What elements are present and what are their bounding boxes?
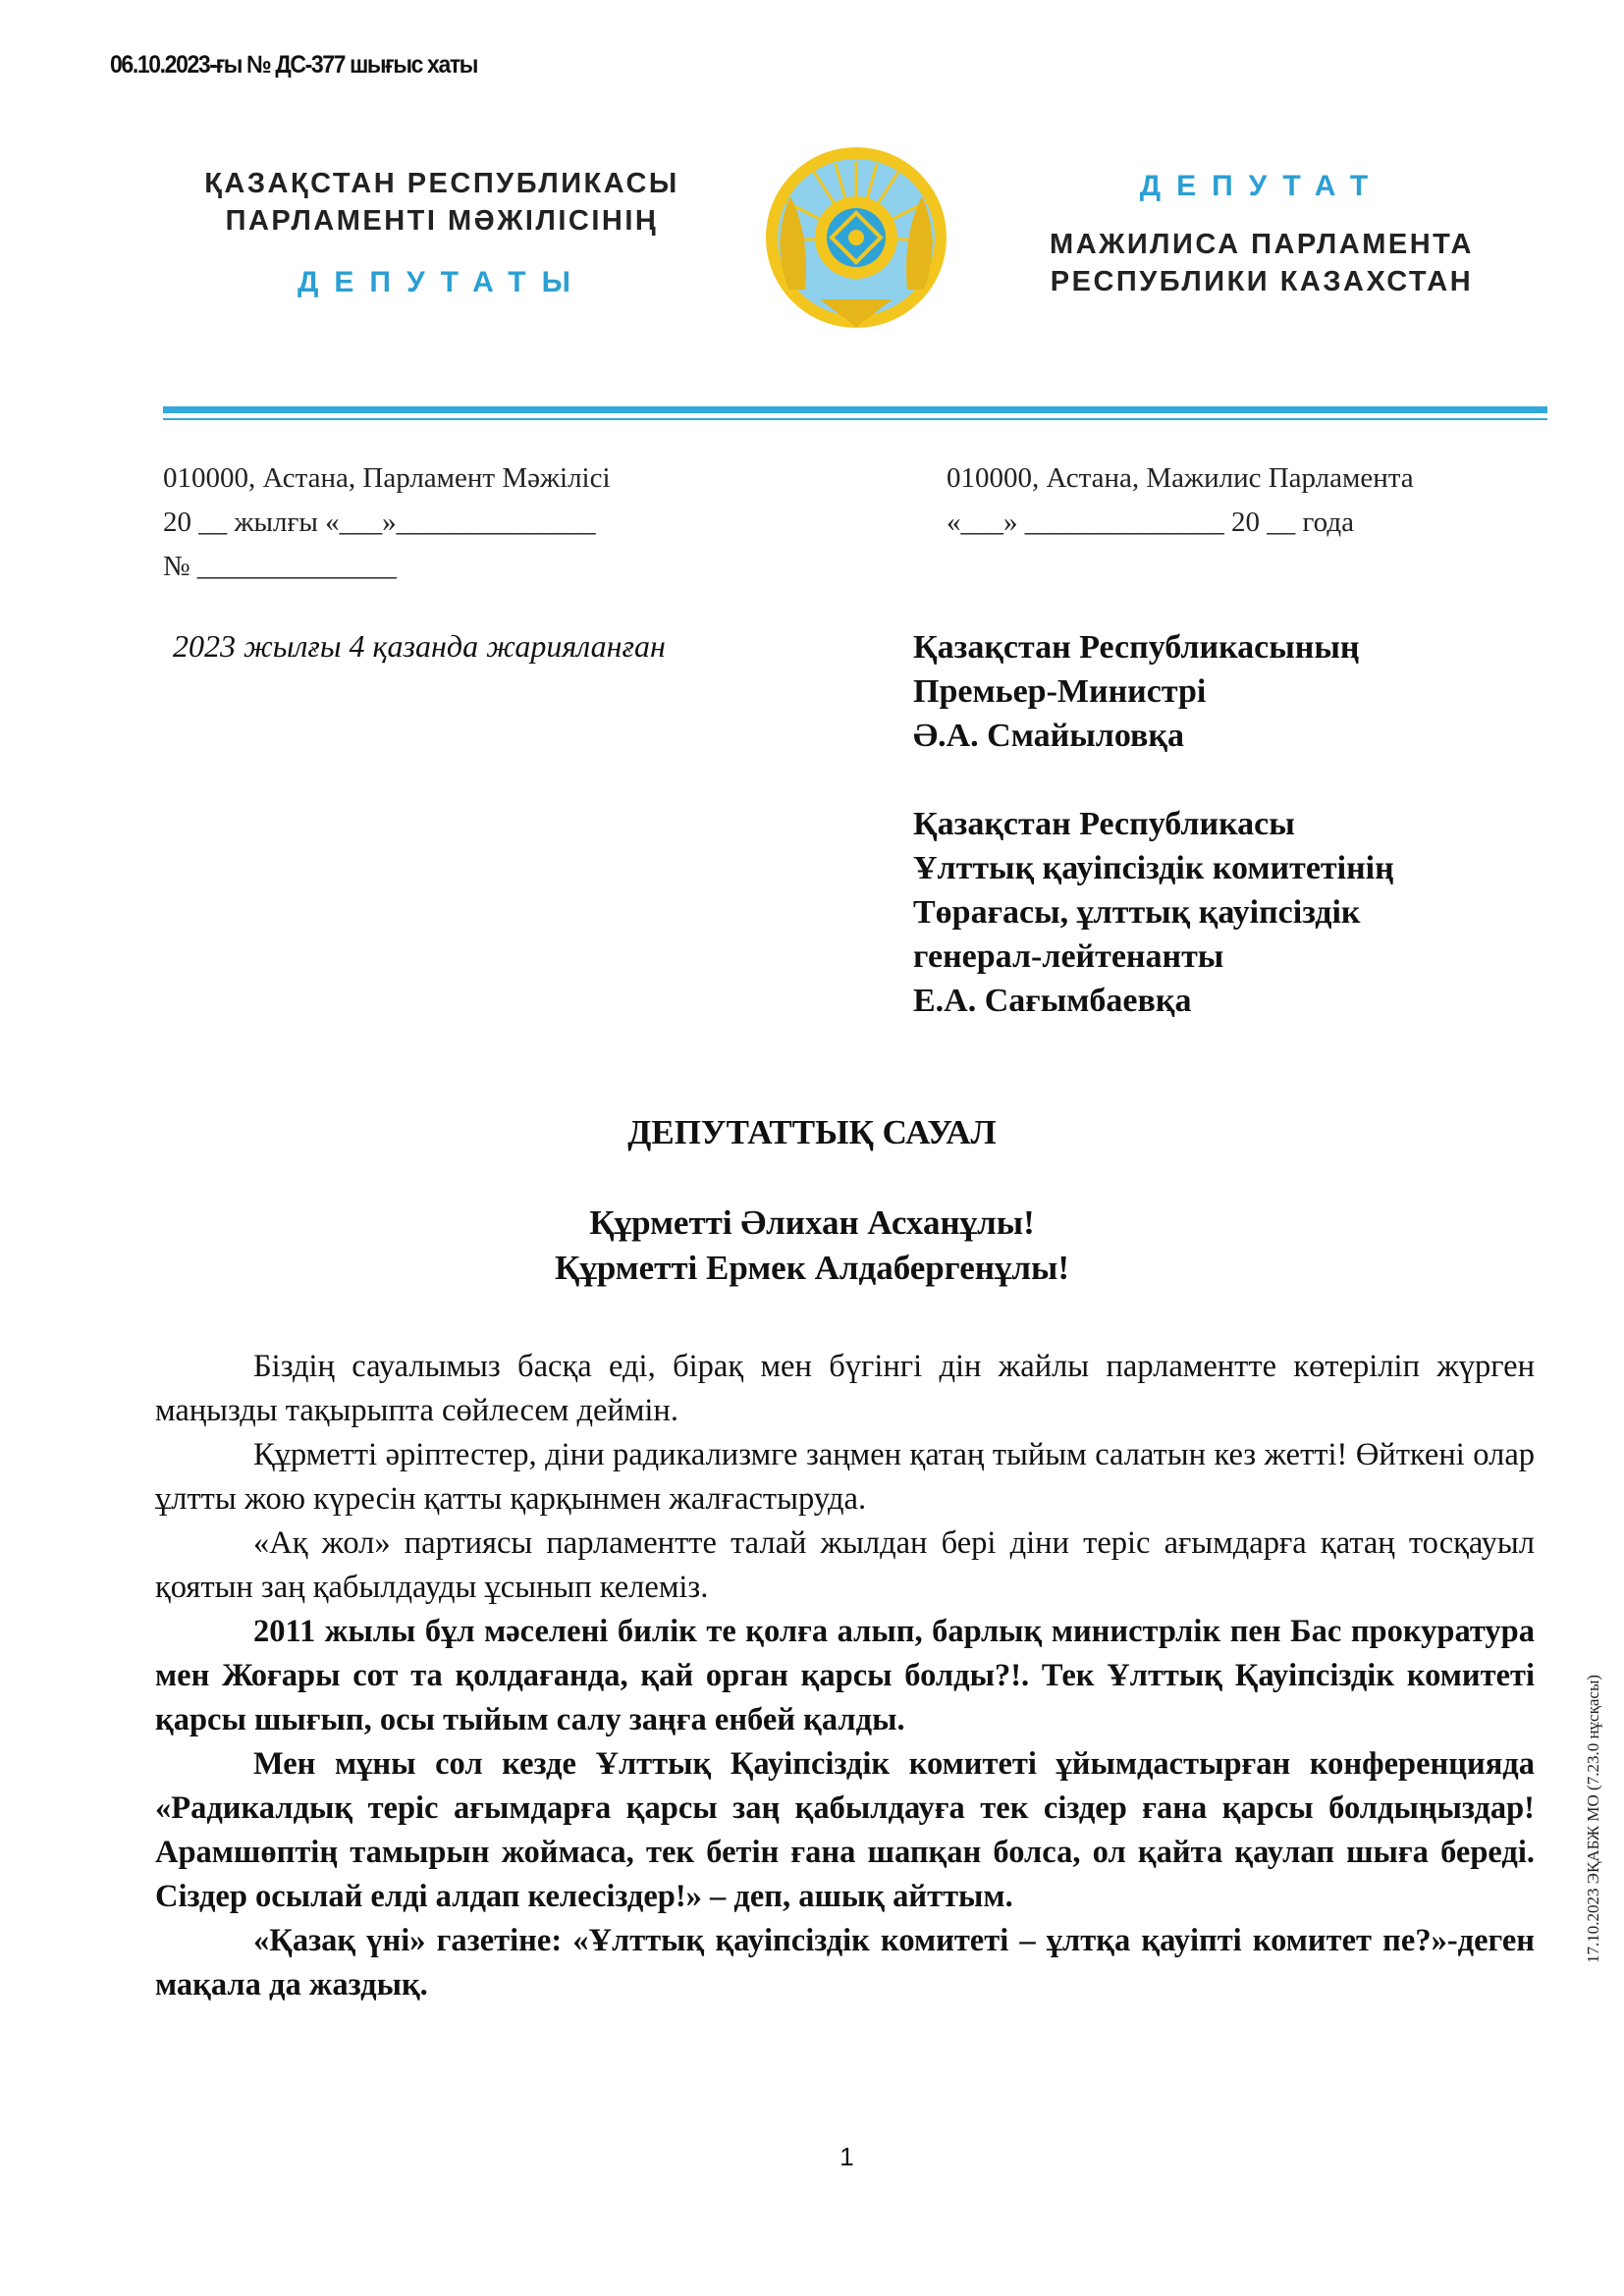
greeting-line2: Құрметті Ермек Алдабергенұлы! (554, 1249, 1070, 1287)
body-paragraph: «Ақ жол» партиясы парламентте талай жылдан бері діни теріс ағымдарға қатаң тосқауыл қоятын заң қабылдауды ұсынып келеміз. (155, 1525, 1535, 1605)
org-right-line2: РЕСПУБЛИКИ КАЗАХСТАН (1050, 266, 1474, 297)
address-left-line3: № ______________ (163, 551, 397, 582)
registration-stamp: 06.10.2023-ғы № ДС-377 шығыс хаты (110, 51, 478, 79)
greeting-line1: Құрметті Әлихан Асханұлы! (589, 1203, 1035, 1242)
address-right-line1: 010000, Астана, Мажилис Парламента (947, 462, 1414, 494)
recipient1-line2: Премьер-Министрі (913, 673, 1207, 710)
org-right-deputy: ДЕПУТАТ (1139, 170, 1384, 202)
recipient2-line1: Қазақстан Республикасы (913, 806, 1295, 842)
document-title: ДЕПУТАТТЫҚ САУАЛ (627, 1113, 997, 1151)
org-header-russian (1021, 165, 1502, 300)
body-paragraph-bold: 2011 жылы бұл мәселені билік те қолға алып, барлық министрлік пен Бас прокуратура мен Жоғары сот та қолдағанда, қай орган қарсы болды?!. Тек Ұлттық Қауіпсіздік комитеті қарсы шығып, осы тыйым салу заңға енбей қалды. (155, 1614, 1535, 1737)
recipients-block (913, 625, 1394, 1023)
address-block-kazakh (163, 456, 611, 589)
org-left-line1: ҚАЗАҚСТАН РЕСПУБЛИКАСЫ (204, 168, 679, 199)
address-left-line1: 010000, Астана, Парламент Мәжілісі (163, 462, 611, 494)
recipient2-line4: генерал-лейтенанты (913, 938, 1224, 975)
recipient2-line3: Төрағасы, ұлттық қауіпсіздік (913, 894, 1361, 931)
recipient2-line2: Ұлттық қауіпсіздік комитетінің (913, 850, 1394, 886)
org-left-line2: ПАРЛАМЕНТІ МӘЖІЛІСІНІҢ (225, 205, 659, 237)
org-right-line1: МАЖИЛИСА ПАРЛАМЕНТА (1050, 229, 1474, 260)
body-paragraph-bold: «Қазақ үні» газетіне: «Ұлттық қауіпсіздік комитеті – ұлтқа қауіпті комитет пе?»-деген мақала да жаздық. (155, 1923, 1535, 2002)
greeting-block (0, 1201, 1624, 1291)
address-right-line2: «___» ______________ 20 __ года (947, 507, 1354, 538)
body-paragraph-bold: Мен мұны сол кезде Ұлттық Қауіпсіздік комитеті ұйымдастырған конференцияда «Радикалдық теріс ағымдарға қарсы заң қабылдауға тек сіздер ғана қарсы болдыңыздар! Арамшөптің тамырын жоймаса, тек бетін ғана шапқан болса, ол қайта қаулап шыға береді. Сіздер осылай елді алдап келесіздер!» – деп, ашық айттым. (155, 1746, 1535, 1914)
page-number: 1 (839, 2142, 854, 2171)
header-divider-thick (163, 406, 1547, 413)
document-body (155, 1345, 1535, 2007)
recipient1-line1: Қазақстан Республикасының (913, 629, 1360, 666)
org-header-kazakh (157, 165, 727, 304)
org-left-deputy: ДЕПУТАТЫ (298, 266, 586, 298)
body-paragraph: Біздің сауалымыз басқа еді, бірақ мен бүгінгі дін жайлы парламентте көтеріліп жүрген маңызды тақырыпта сөйлесем деймін. (155, 1349, 1535, 1428)
recipient2-line5: Е.А. Сағымбаевқа (913, 983, 1192, 1019)
address-left-line2: 20 __ жылғы «___»______________ (163, 507, 596, 538)
body-paragraph: Құрметті әріптестер, діни радикализмге заңмен қатаң тыйым салатын кез жетті! Өйткені олар ұлтты жою күресін қатты қарқынмен жалғастыруда. (155, 1437, 1535, 1517)
side-registration-stamp: 17.10.2023 ЭҚАБЖ МО (7.23.0 нұсқасы) (1584, 1674, 1602, 1963)
recipient1-line3: Ә.А. Смайыловқа (913, 718, 1184, 754)
published-note: 2023 жылғы 4 қазанда жарияланған (173, 628, 666, 664)
header-divider-thin (163, 418, 1547, 420)
address-block-russian (947, 456, 1414, 545)
state-emblem-icon (751, 142, 962, 334)
